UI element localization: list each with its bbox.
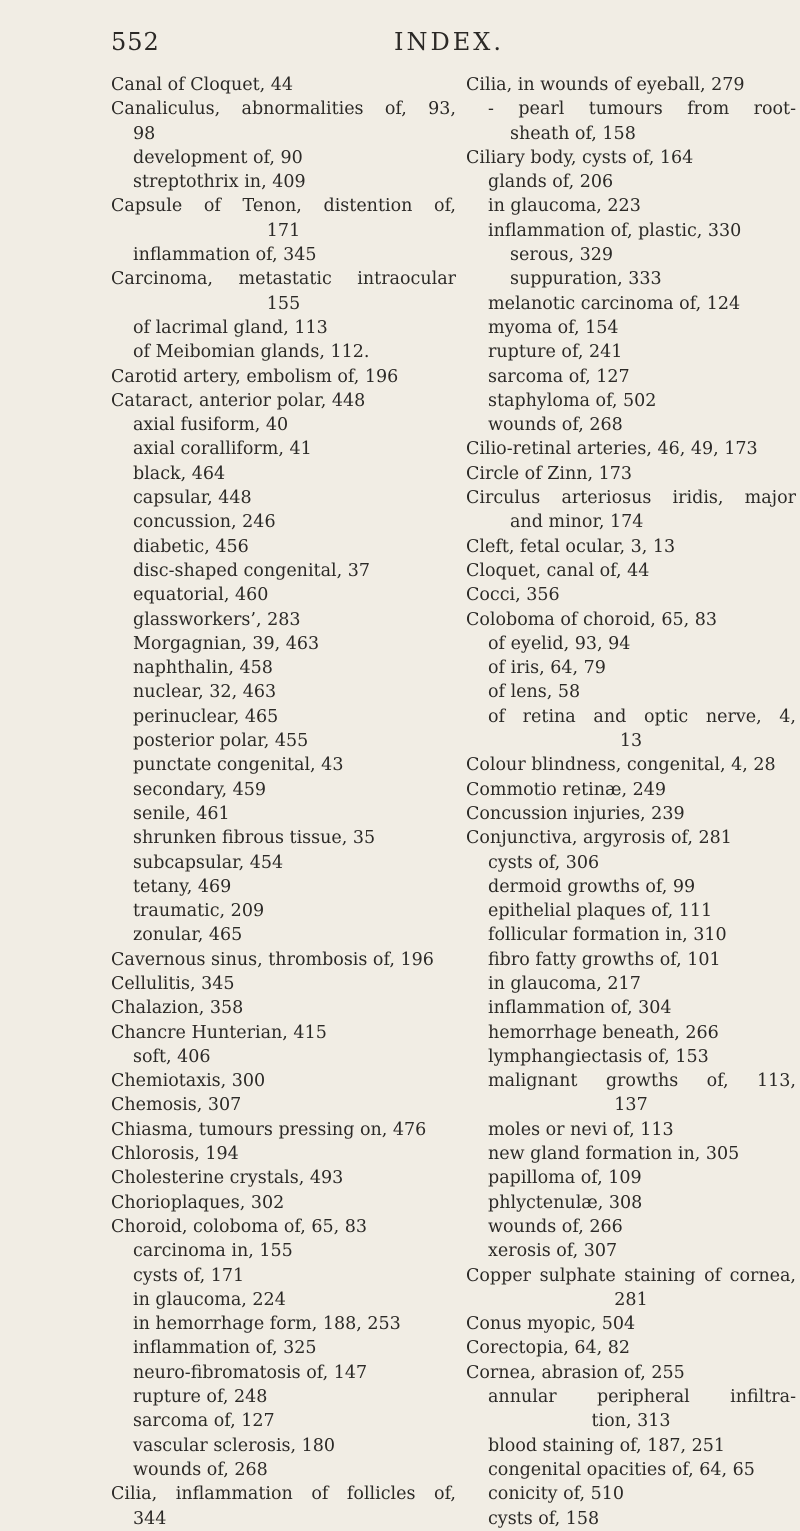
index-entry: in glaucoma, 223 bbox=[488, 196, 641, 217]
index-entry: soft, 406 bbox=[133, 1046, 211, 1067]
index-entry: cysts of, 158 bbox=[488, 1508, 600, 1529]
index-entry: traumatic, 209 bbox=[133, 901, 265, 922]
index-entry: black, 464 bbox=[133, 463, 226, 484]
index-entry: Colour blindness, congenital, 4, 28 bbox=[466, 755, 776, 776]
index-entry: 155 bbox=[266, 293, 301, 314]
index-entry: new gland formation in, 305 bbox=[488, 1144, 740, 1165]
index-entry: Chiasma, tumours pressing on, 476 bbox=[111, 1119, 427, 1140]
index-entry: inflammation of, 325 bbox=[133, 1338, 317, 1359]
index-entry: Choroid, coloboma of, 65, 83 bbox=[111, 1216, 367, 1237]
index-entry: blood staining of, 187, 251 bbox=[488, 1435, 726, 1456]
index-entry: Cilio-retinal arteries, 46, 49, 173 bbox=[466, 439, 758, 460]
index-entry: inflammation of, plastic, 330 bbox=[488, 220, 742, 241]
index-entry: serous, 329 bbox=[510, 245, 614, 266]
index-entry: naphthalin, 458 bbox=[133, 658, 273, 679]
index-entry: Cavernous sinus, thrombosis of, 196 bbox=[111, 949, 434, 970]
index-entry: 137 bbox=[614, 1095, 648, 1116]
left-index-column bbox=[111, 73, 456, 1531]
index-entry: cysts of, 171 bbox=[133, 1265, 245, 1286]
index-entry: Chlorosis, 194 bbox=[111, 1144, 239, 1165]
index-entry: myoma of, 154 bbox=[488, 317, 619, 338]
index-entry: diabetic, 456 bbox=[133, 536, 249, 557]
index-entry: Chemosis, 307 bbox=[111, 1095, 242, 1116]
index-entry: conicity of, 510 bbox=[488, 1484, 625, 1505]
index-entry: cysts of, 306 bbox=[488, 852, 600, 873]
index-entry: Cornea, abrasion of, 255 bbox=[466, 1362, 685, 1383]
index-entry: phlyctenulæ, 308 bbox=[488, 1192, 643, 1213]
index-entry: of iris, 64, 79 bbox=[488, 658, 606, 679]
index-entry: and minor, 174 bbox=[510, 512, 644, 533]
index-entry: 13 bbox=[619, 731, 643, 752]
index-entry: Cloquet, canal of, 44 bbox=[466, 560, 650, 581]
index-entry: tetany, 469 bbox=[133, 876, 232, 897]
index-entry: Conjunctiva, argyrosis of, 281 bbox=[466, 828, 732, 849]
index-entry: punctate congenital, 43 bbox=[133, 755, 344, 776]
index-entry: in glaucoma, 217 bbox=[488, 973, 641, 994]
index-entry: Cellulitis, 345 bbox=[111, 973, 235, 994]
index-entry: inflammation of, 345 bbox=[133, 245, 317, 266]
index-entry: posterior polar, 455 bbox=[133, 731, 309, 752]
right-index-column bbox=[466, 73, 796, 1531]
index-entry: 98 bbox=[133, 123, 156, 144]
index-entry: axial coralliform, 41 bbox=[133, 439, 312, 460]
index-entry: moles or nevi of, 113 bbox=[488, 1119, 674, 1140]
index-entry: senile, 461 bbox=[133, 803, 230, 824]
index-entry: Chancre Hunterian, 415 bbox=[111, 1022, 327, 1043]
index-entry: axial fusiform, 40 bbox=[133, 415, 289, 436]
index-entry: nuclear, 32, 463 bbox=[133, 682, 277, 703]
index-entry: Cocci, 356 bbox=[466, 585, 560, 606]
index-entry: of lacrimal gland, 113 bbox=[133, 317, 328, 338]
index-entry: glassworkers’, 283 bbox=[133, 609, 301, 630]
index-entry: Carcinoma, metastatic intraocular bbox=[111, 269, 456, 290]
index-entry: rupture of, 241 bbox=[488, 342, 623, 363]
index-entry: Capsule of Tenon, distention of, bbox=[111, 196, 456, 217]
index-entry: tion, 313 bbox=[591, 1411, 671, 1432]
index-entry: xerosis of, 307 bbox=[488, 1241, 618, 1262]
index-entry: epithelial plaques of, 111 bbox=[488, 901, 713, 922]
index-entry: wounds of, 268 bbox=[133, 1459, 268, 1480]
index-entry: Cleft, fetal ocular, 3, 13 bbox=[466, 536, 676, 557]
index-entry: annular peripheral infiltra- bbox=[488, 1387, 796, 1408]
index-entry: of Meibomian glands, 112. bbox=[133, 342, 370, 363]
index-entry: carcinoma in, 155 bbox=[133, 1241, 293, 1262]
index-entry: of lens, 58 bbox=[488, 682, 581, 703]
index-entry: melanotic carcinoma of, 124 bbox=[488, 293, 741, 314]
index-entry: shrunken fibrous tissue, 35 bbox=[133, 828, 376, 849]
index-entry: Chemiotaxis, 300 bbox=[111, 1071, 266, 1092]
index-entry: sarcoma of, 127 bbox=[133, 1411, 275, 1432]
index-entry: follicular formation in, 310 bbox=[488, 925, 727, 946]
index-entry: Carotid artery, embolism of, 196 bbox=[111, 366, 399, 387]
index-entry: in hemorrhage form, 188, 253 bbox=[133, 1314, 401, 1335]
index-entry: Chorioplaques, 302 bbox=[111, 1192, 285, 1213]
index-entry: lymphangiectasis of, 153 bbox=[488, 1046, 709, 1067]
index-entry: - pearl tumours from root- bbox=[488, 99, 796, 120]
index-entry: sarcoma of, 127 bbox=[488, 366, 630, 387]
index-entry: Cholesterine crystals, 493 bbox=[111, 1168, 344, 1189]
index-entry: Copper sulphate staining of cornea, bbox=[466, 1265, 796, 1286]
index-entry: papilloma of, 109 bbox=[488, 1168, 642, 1189]
index-entry: sheath of, 158 bbox=[510, 123, 636, 144]
index-entry: dermoid growths of, 99 bbox=[488, 876, 696, 897]
index-entry: fibro fatty growths of, 101 bbox=[488, 949, 721, 970]
index-entry: Conus myopic, 504 bbox=[466, 1314, 636, 1335]
index-entry: secondary, 459 bbox=[133, 779, 267, 800]
index-entry: perinuclear, 465 bbox=[133, 706, 279, 727]
running-head: INDEX. bbox=[394, 28, 504, 56]
page-number: 552 bbox=[111, 28, 160, 56]
index-entry: glands of, 206 bbox=[488, 172, 614, 193]
index-entry: Commotio retinæ, 249 bbox=[466, 779, 666, 800]
index-entry: 171 bbox=[266, 220, 301, 241]
index-entry: neuro-fibromatosis of, 147 bbox=[133, 1362, 368, 1383]
index-entry: suppuration, 333 bbox=[510, 269, 662, 290]
index-entry: Cilia, in wounds of eyeball, 279 bbox=[466, 75, 745, 95]
index-entry: subcapsular, 454 bbox=[133, 852, 284, 873]
index-entry: malignant growths of, 113, bbox=[488, 1071, 796, 1092]
index-entry: Chalazion, 358 bbox=[111, 998, 244, 1019]
index-entry: zonular, 465 bbox=[133, 925, 243, 946]
index-entry: wounds of, 268 bbox=[488, 415, 623, 436]
index-entry: 344 bbox=[133, 1508, 167, 1529]
index-entry: in glaucoma, 224 bbox=[133, 1289, 286, 1310]
index-entry: Coloboma of choroid, 65, 83 bbox=[466, 609, 718, 630]
index-entry: Ciliary body, cysts of, 164 bbox=[466, 147, 694, 168]
index-entry: congenital opacities of, 64, 65 bbox=[488, 1459, 755, 1480]
index-entry: Cataract, anterior polar, 448 bbox=[111, 390, 366, 411]
index-entry: staphyloma of, 502 bbox=[488, 390, 657, 411]
index-entry: streptothrix in, 409 bbox=[133, 172, 306, 193]
index-entry: of eyelid, 93, 94 bbox=[488, 633, 631, 654]
index-entry: rupture of, 248 bbox=[133, 1387, 268, 1408]
index-entry: Canal of Cloquet, 44 bbox=[111, 75, 294, 95]
index-entry: 281 bbox=[614, 1289, 648, 1310]
index-entry: wounds of, 266 bbox=[488, 1216, 623, 1237]
index-entry: of retina and optic nerve, 4, bbox=[488, 706, 796, 727]
index-entry: Concussion injuries, 239 bbox=[466, 803, 685, 824]
index-entry: Corectopia, 64, 82 bbox=[466, 1338, 631, 1359]
index-entry: hemorrhage beneath, 266 bbox=[488, 1022, 719, 1043]
index-entry: development of, 90 bbox=[133, 147, 303, 168]
index-entry: Canaliculus, abnormalities of, 93, bbox=[111, 99, 456, 120]
index-entry: Cilia, inflammation of follicles of, bbox=[111, 1484, 456, 1505]
index-entry: inflammation of, 304 bbox=[488, 998, 672, 1019]
index-entry: disc-shaped congenital, 37 bbox=[133, 560, 370, 581]
index-entry: Circulus arteriosus iridis, major bbox=[466, 488, 796, 509]
index-entry: Morgagnian, 39, 463 bbox=[133, 633, 320, 654]
index-entry: capsular, 448 bbox=[133, 488, 252, 509]
index-entry: vascular sclerosis, 180 bbox=[133, 1435, 336, 1456]
index-entry: concussion, 246 bbox=[133, 512, 276, 533]
page-header bbox=[0, 28, 800, 68]
index-entry: Circle of Zinn, 173 bbox=[466, 463, 633, 484]
index-entry: equatorial, 460 bbox=[133, 585, 269, 606]
